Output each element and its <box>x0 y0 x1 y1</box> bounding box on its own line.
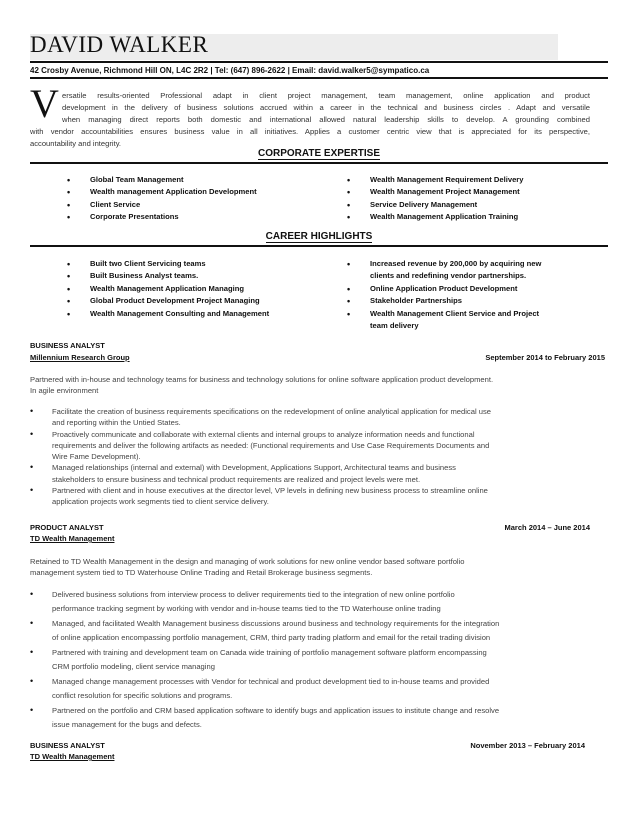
list-item <box>340 258 541 283</box>
summary-line: when managing direct reports both domestic and international allowed natural leadership skills to develop. A grounding combined <box>62 115 590 124</box>
highlights-title: CAREER HIGHLIGHTS <box>265 231 373 242</box>
summary-line: development in the delivery of business solutions accrued within a career in the technical and business circles . Adapt and versatile <box>62 103 590 112</box>
duty-line: performance tracking segment by working with vendor and in-house teams tied to the TD Waterhouse online trading <box>52 603 441 613</box>
duty-line: Wire Fame Development). <box>52 452 141 462</box>
duty-line: stakeholders to ensure business and technical product requirements are realized and project levels were met. <box>52 474 421 484</box>
job-duties-list <box>30 588 590 733</box>
job-title: BUSINESS ANALYST <box>30 741 105 750</box>
duty-line: • Facilitate the creation of business requirements specifications on the redevelopment of online analytical application for medical use <box>52 407 491 416</box>
duty-item <box>30 429 590 463</box>
header-rule-top <box>30 61 608 63</box>
list-item: • Wealth Management Requirement Delivery <box>340 174 523 186</box>
list-item: • Wealth Management Project Management <box>340 186 523 198</box>
list-item-line: clients and redefining vendor partnerships. <box>370 271 527 281</box>
duty-line: and reporting within the Untied States. <box>52 418 181 428</box>
duty-item <box>30 646 590 673</box>
duty-line: • Managed change management processes with Vendor for technical and product development tied to in-house teams and provided <box>52 677 490 686</box>
list-item-line: Online Application Product Development <box>370 283 518 293</box>
duty-line: • Partnered with training and development team on Canada wide training of portfolio management software platform encompassing <box>52 648 487 657</box>
list-item: • Built two Client Servicing teams <box>60 258 269 270</box>
job-organization: TD Wealth Management <box>30 534 115 543</box>
job-intro-line: Retained to TD Wealth Management in the design and managing of work solutions for new online vendor based software portfolio <box>30 557 465 566</box>
list-item: • Corporate Presentations <box>60 211 257 223</box>
job-dates: September 2014 to February 2015 <box>485 353 605 362</box>
list-item: • Client Service <box>60 199 257 211</box>
expertise-list-right <box>340 174 523 224</box>
expertise-rule <box>30 162 608 164</box>
header-rule-bottom <box>30 77 608 79</box>
job-intro-line: management system tied to TD Waterhouse Online Trading and Retail Brokerage business segments. <box>30 568 373 577</box>
job-duties-list <box>30 406 590 508</box>
duty-item <box>30 675 590 702</box>
job-intro-line: Partnered with in-house and technology teams for business and technology solutions for online software application product development. <box>30 375 494 384</box>
list-item: • Wealth Management Consulting and Management <box>60 308 269 320</box>
duty-item <box>30 588 590 615</box>
list-item-line: Wealth Management Client Service and Project <box>370 308 540 318</box>
list-item: • Service Delivery Management <box>340 199 523 211</box>
summary-line: ersatile results-oriented Professional adapt in client project management, team management, online application and product <box>62 91 590 100</box>
duty-line: conflict resolution for specific solutions and programs. <box>52 690 233 700</box>
list-item <box>340 283 541 295</box>
duty-line: • Delivered business solutions from interview process to deliver requirements tied to the integration of new online portfolio <box>52 590 455 599</box>
duty-line: • Managed, and facilitated Wealth Management business discussions around business and technology requirements for the integration <box>52 619 500 628</box>
job-organization: Millennium Research Group <box>30 353 130 362</box>
job-title: BUSINESS ANALYST <box>30 341 105 350</box>
duty-item <box>30 704 590 731</box>
list-item: • Global Product Development Project Managing <box>60 295 269 307</box>
highlights-rule <box>30 245 608 247</box>
list-item-line: Increased revenue by 200,000 by acquiring new <box>370 259 542 268</box>
summary-line: accountability and integrity. <box>30 139 122 148</box>
job-organization: TD Wealth Management <box>30 752 115 761</box>
list-item: • Built Business Analyst teams. <box>60 270 269 282</box>
list-item-line: team delivery <box>370 321 419 331</box>
highlights-list-right <box>340 258 541 332</box>
duty-line: • Partnered on the portfolio and CRM based application software to identify bugs and application issues to institute change and resolve <box>52 706 500 715</box>
candidate-name: DAVID WALKER <box>30 32 209 57</box>
list-item <box>340 308 541 333</box>
duty-line: of online application encompassing portfolio management, CRM, third party trading platform and email for the retail trading division <box>52 632 491 642</box>
duty-line: CRM portfolio modeling, client service managing <box>52 661 215 671</box>
summary-line: with vendor accountabilities ensures business value in all initiatives. Applies a customer centric view that is appreciated for its perspective, <box>30 127 590 136</box>
job-dates: November 2013 – February 2014 <box>470 741 585 750</box>
job-title: PRODUCT ANALYST <box>30 523 104 532</box>
job-intro-line: In agile environment <box>30 386 99 395</box>
highlights-list-left <box>60 258 269 320</box>
contact-line: 42 Crosby Avenue, Richmond Hill ON, L4C 2R2 | Tel: (647) 896-2622 | Email: david.walker5@sympatico.ca <box>30 66 430 75</box>
duty-item <box>30 462 590 485</box>
duty-line: requirements and deliver the following artifacts as needed: (Functional requirements and Use Case Requirements Documents and <box>52 440 490 450</box>
list-item-line: Stakeholder Partnerships <box>370 296 463 306</box>
duty-item <box>30 406 590 429</box>
duty-item <box>30 485 590 508</box>
duty-line: issue management for the bugs and defects. <box>52 719 202 729</box>
duty-line: • Managed relationships (internal and external) with Development, Applications Support, Architectural teams and business <box>52 463 456 473</box>
expertise-title: CORPORATE EXPERTISE <box>257 148 381 159</box>
list-item: • Global Team Management <box>60 174 257 186</box>
duty-line: • Partnered with client and in house executives at the director level, VP levels in defining new business process to streamline online <box>52 486 488 496</box>
duty-line: application projects work segments tied to client service delivery. <box>52 497 269 507</box>
duty-item <box>30 617 590 644</box>
expertise-list-left <box>60 174 257 224</box>
duty-line: • Proactively communicate and collaborate with external clients and internal groups to analyze information needs and functional <box>52 429 475 439</box>
list-item: • Wealth management Application Development <box>60 186 257 198</box>
summary-dropcap: V <box>30 81 59 126</box>
list-item <box>340 295 541 307</box>
job-dates: March 2014 – June 2014 <box>504 523 590 532</box>
list-item: • Wealth Management Application Managing <box>60 283 269 295</box>
list-item: • Wealth Management Application Training <box>340 211 523 223</box>
